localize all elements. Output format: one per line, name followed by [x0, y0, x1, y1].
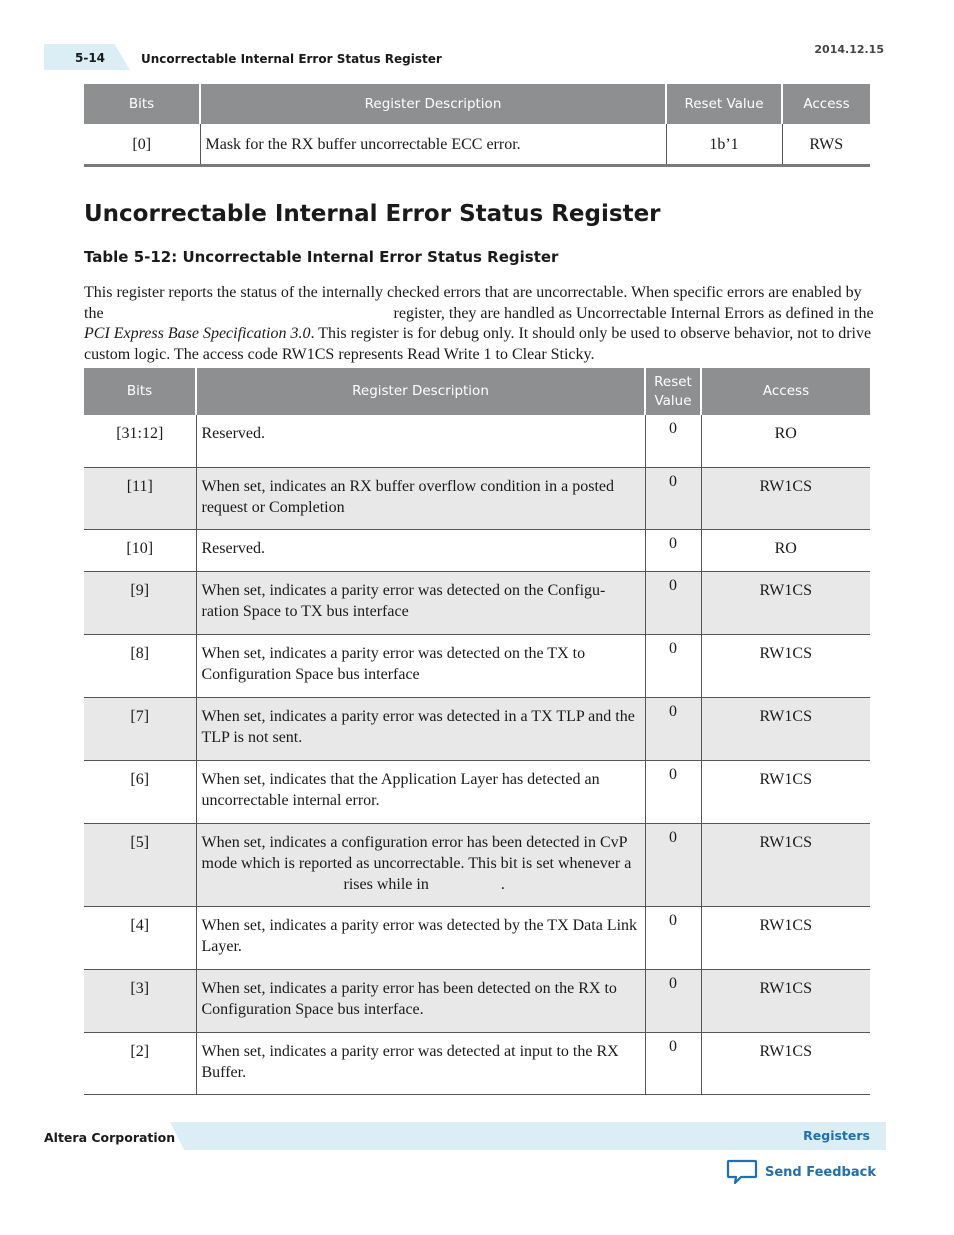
cell-bits: [7] [84, 698, 196, 761]
cell-description: When set, indicates a parity error was detected on the TX to Configuration Space bus interface [196, 635, 645, 698]
table-header-row [84, 368, 870, 415]
cell-access: RW1CS [701, 635, 870, 698]
table-row [84, 124, 870, 166]
column-header-access: Access [782, 84, 870, 124]
cell-bits: [4] [84, 907, 196, 970]
cell-description: When set, indicates an RX buffer overflow condition in a posted request or Completion [196, 468, 645, 530]
cell-bits: [11] [84, 468, 196, 530]
cell-description: When set, indicates a parity error was detected at input to the RX Buffer. [196, 1033, 645, 1095]
cell-reset: 0 [645, 970, 701, 1033]
column-header-description: Register Description [196, 368, 645, 415]
register-table [84, 368, 870, 1095]
registers-link[interactable]: Registers [803, 1128, 870, 1143]
section-title: Uncorrectable Internal Error Status Register [84, 201, 661, 227]
table-row [84, 824, 870, 907]
table-caption: Table 5-12: Uncorrectable Internal Error Status Register [84, 248, 559, 266]
description-text: When set, indicates a configuration error has been detected in CvP mode which is reported as uncorrectable. This bit is set whenever a [201, 834, 632, 872]
cell-bits: [8] [84, 635, 196, 698]
cell-description: When set, indicates a parity error has been detected on the RX to Configuration Space bus interface. [196, 970, 645, 1033]
cell-reset: 0 [645, 761, 701, 824]
reset-header-line2: Value [654, 392, 692, 409]
page-number: 5-14 [75, 51, 106, 65]
column-header-reset [645, 368, 701, 415]
cell-bits: [5] [84, 824, 196, 907]
table-row [84, 635, 870, 698]
paragraph-text-3: . This register is for debug only. It should only be used to observe behavior, not to drive custom logic. The access code RW1CS represents Read Write 1 to Clear Sticky. [84, 325, 872, 364]
cell-reset: 0 [645, 907, 701, 970]
speech-bubble-icon [726, 1158, 758, 1186]
table-row [84, 698, 870, 761]
table-row [84, 468, 870, 530]
paragraph-text-1: This register reports the status of the internally checked errors that are uncorrectable. When specific errors are enabled by the [84, 284, 862, 322]
cell-access: RW1CS [701, 761, 870, 824]
cell-bits: [6] [84, 761, 196, 824]
cell-bits: [3] [84, 970, 196, 1033]
cell-reset: 0 [645, 824, 701, 907]
cell-reset: 0 [645, 415, 701, 468]
send-feedback-label: Send Feedback [765, 1164, 876, 1180]
cell-bits: [0] [84, 124, 200, 166]
cell-description: Mask for the RX buffer uncorrectable ECC error. [200, 124, 666, 166]
cell-bits: [9] [84, 572, 196, 635]
cell-description: When set, indicates a parity error was detected on the Configu-ration Space to TX bus interface [196, 572, 645, 635]
cell-access: RW1CS [701, 572, 870, 635]
company-name: Altera Corporation [44, 1130, 176, 1145]
cell-description: When set, indicates a parity error was detected in a TX TLP and the TLP is not sent. [196, 698, 645, 761]
cell-reset: 0 [645, 572, 701, 635]
previous-register-table [84, 84, 870, 167]
description-text-mid: rises while in [343, 876, 429, 893]
column-header-reset: Reset Value [666, 84, 782, 124]
table-row [84, 1033, 870, 1095]
cell-description: When set, indicates that the Application Layer has detected an uncorrectable internal error. [196, 761, 645, 824]
cell-description: Reserved. [196, 415, 645, 468]
table-row [84, 415, 870, 468]
cell-access: RW1CS [701, 1033, 870, 1095]
send-feedback-button[interactable] [726, 1158, 876, 1186]
column-header-bits: Bits [84, 84, 200, 124]
reset-header-line1: Reset [654, 373, 692, 390]
cell-reset: 0 [645, 698, 701, 761]
cell-access: RO [701, 415, 870, 468]
column-header-bits: Bits [84, 368, 196, 415]
table-row [84, 572, 870, 635]
cell-description [196, 824, 645, 907]
paragraph-text-2: register, they are handled as Uncorrectable Internal Errors as defined in the [393, 304, 874, 322]
section-paragraph [84, 283, 874, 366]
cell-access: RW1CS [701, 698, 870, 761]
cell-bits: [31:12] [84, 415, 196, 468]
cell-reset: 0 [645, 530, 701, 572]
cell-reset: 1b’1 [666, 124, 782, 166]
cell-bits: [10] [84, 530, 196, 572]
cell-bits: [2] [84, 1033, 196, 1095]
cell-access: RO [701, 530, 870, 572]
cell-access: RW1CS [701, 907, 870, 970]
cell-reset: 0 [645, 468, 701, 530]
column-header-description: Register Description [200, 84, 666, 124]
footer-band [170, 1122, 886, 1150]
cell-access: RW1CS [701, 824, 870, 907]
column-header-access: Access [701, 368, 870, 415]
cell-reset: 0 [645, 1033, 701, 1095]
table-header-row [84, 84, 870, 124]
cell-description: Reserved. [196, 530, 645, 572]
spec-reference: PCI Express Base Specification 3.0 [84, 325, 311, 343]
table-row [84, 761, 870, 824]
cell-access: RW1CS [701, 468, 870, 530]
document-date: 2014.12.15 [814, 43, 884, 56]
cell-access: RW1CS [701, 970, 870, 1033]
cell-access: RWS [782, 124, 870, 166]
running-title: Uncorrectable Internal Error Status Register [141, 52, 442, 66]
table-row [84, 907, 870, 970]
cell-reset: 0 [645, 635, 701, 698]
table-row [84, 970, 870, 1033]
description-text-end: . [500, 876, 505, 893]
cell-description: When set, indicates a parity error was detected by the TX Data Link Layer. [196, 907, 645, 970]
table-row [84, 530, 870, 572]
